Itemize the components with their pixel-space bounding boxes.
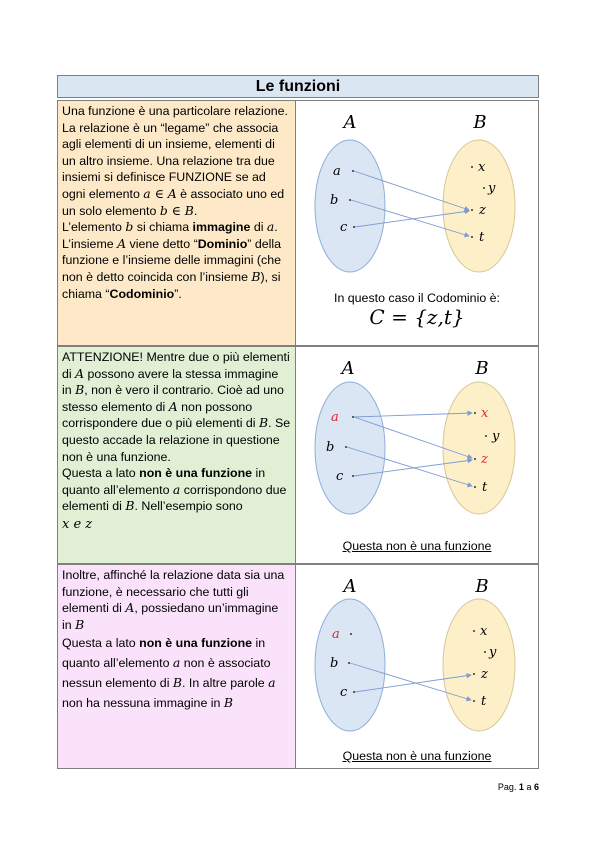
non-function-caption-2: Questa non è una funzione [342, 749, 492, 763]
set-A-ellipse [315, 599, 385, 731]
diagram-cell-2 [296, 347, 538, 563]
element-t: t [482, 480, 488, 495]
element-t: t [479, 230, 485, 245]
section-attenzione [57, 346, 539, 564]
attenzione-text: ATTENZIONE! Mentre due o più elementi di A possono avere la stessa immagine in B, non è vero il contrario. Cioè ad uno stesso elemento di A non possono corrispondere due o più elementi di B. Se questo accade la relazione in questione non è una funzione. Questa a lato non è una funzione in quanto all’elemento a corrispondono due elementi di B. Nell’esempio sono x e z [58, 347, 296, 563]
section-inoltre [57, 564, 539, 769]
definition-text: Una funzione è una particolare relazione. La relazione è un “legame” che associa agli elementi di un insieme, elementi di un altro insieme. Una relazione tra due insiemi si definisce FUNZIONE se ad ogni elemento a ∈ A è associato uno ed un solo elemento b ∈ B. L’elemento b si chiama immagine di a. L’insieme A viene detto “Dominio” della funzione e l’insieme delle immagini (che non è detto coincida con l’insieme B), si chiama “Codominio”. [58, 101, 296, 345]
element-c: c [336, 469, 344, 484]
set-B-label: B [475, 576, 489, 597]
element-x: x [480, 624, 488, 639]
inoltre-text: Inoltre, affinché la relazione data sia una funzione, è necessario che tutti gli elementi di A, possiedano un’immagine in B Questa a lato non è una funzione in quanto all’elemento a non è associato nessun elemento di B. In altre parole a non ha nessuna immagine in B [58, 565, 296, 768]
element-a-unmapped: a [332, 627, 340, 642]
set-A-label: A [343, 576, 357, 597]
element-b: b [330, 656, 339, 671]
page-footer: Pag. 1 a 6 [497, 782, 539, 792]
element-z: z [479, 203, 486, 218]
function-diagram [296, 101, 538, 301]
set-B-label: B [473, 112, 487, 133]
set-A-ellipse [315, 140, 385, 272]
element-a-highlight: a [331, 410, 339, 425]
element-y: y [488, 181, 496, 196]
set-A-label: A [343, 112, 357, 133]
codominio-formula: C = {z,t} [369, 305, 465, 329]
element-z-highlight: z [481, 452, 488, 467]
set-B-ellipse [443, 382, 515, 514]
element-b: b [326, 440, 335, 455]
element-b: b [330, 193, 339, 208]
element-x: x [478, 160, 486, 175]
element-y: y [489, 645, 497, 660]
element-x-highlight: x [481, 406, 489, 421]
diagram-cell-1 [296, 101, 538, 345]
non-function-diagram-1 [296, 347, 538, 547]
section-definition [57, 100, 539, 346]
set-A-label: A [341, 358, 355, 379]
page-title: Le funzioni [57, 75, 539, 98]
element-z: z [481, 667, 488, 682]
element-t: t [481, 694, 487, 709]
element-c: c [340, 220, 348, 235]
non-function-caption-1: Questa non è una funzione [342, 539, 492, 553]
diagram-cell-3 [296, 565, 538, 768]
set-B-ellipse [443, 599, 515, 731]
non-function-diagram-2 [296, 565, 538, 765]
set-B-label: B [475, 358, 489, 379]
codominio-caption: In questo caso il Codominio è: [334, 291, 500, 305]
element-c: c [340, 685, 348, 700]
element-a: a [333, 164, 341, 179]
element-y: y [492, 429, 500, 444]
